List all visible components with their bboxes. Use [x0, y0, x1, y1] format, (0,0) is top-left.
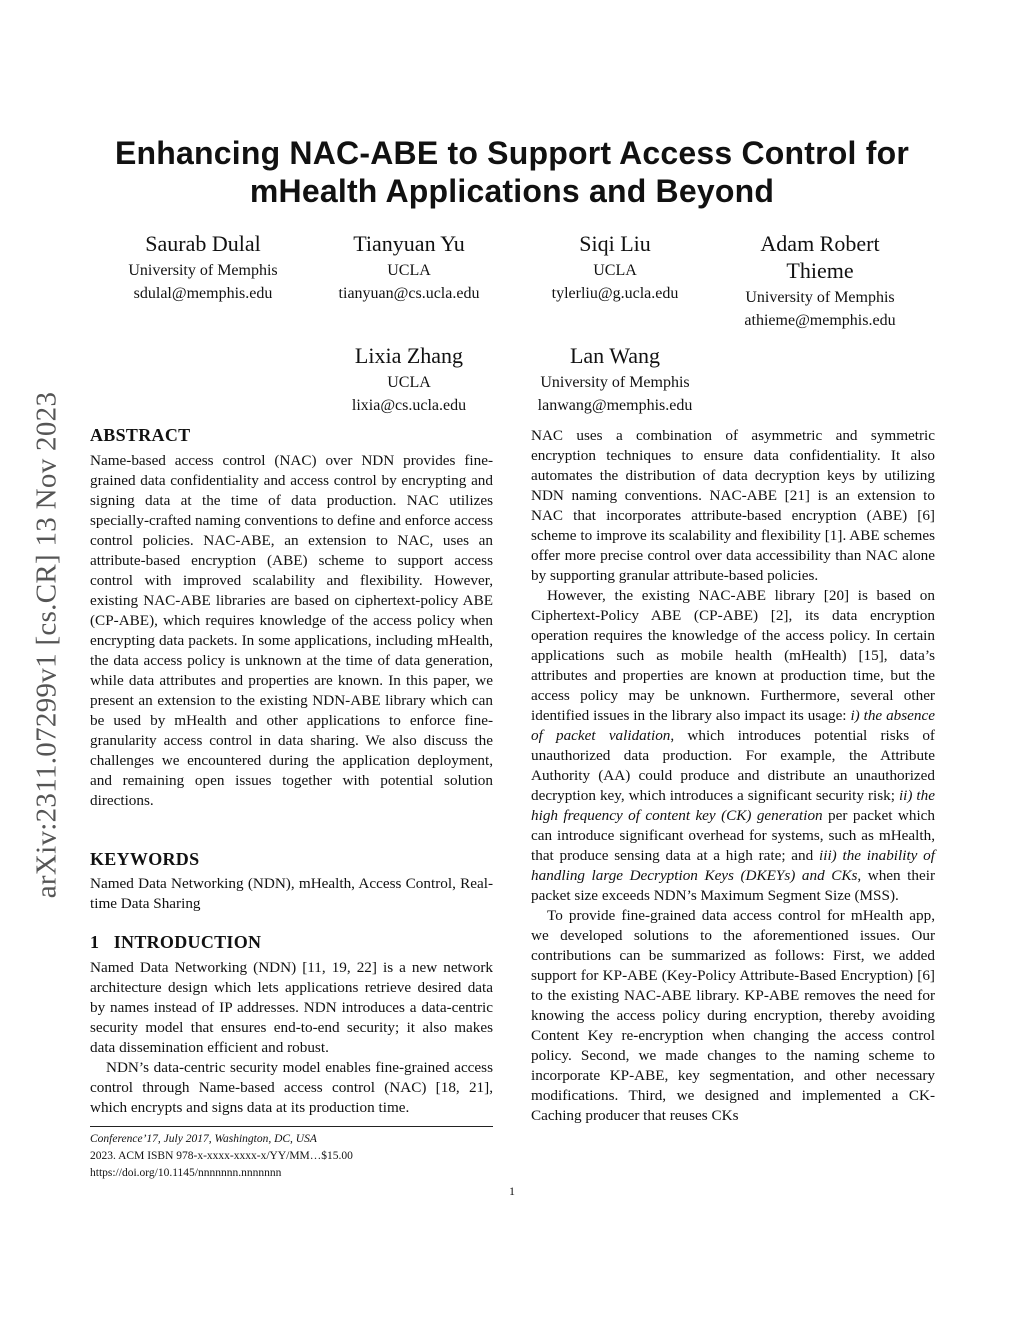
author-block — [309, 342, 509, 417]
footnote-conference: Conference’17, July 2017, Washington, DC, USA — [90, 1133, 317, 1145]
author-name-line-1: Adam Robert — [760, 231, 880, 256]
author-block — [505, 342, 725, 417]
introduction-body — [90, 958, 493, 1118]
text-run: per packet which can introduce significant overhead for systems, such as mHealth, that produce sensing data at a high rate; and — [531, 807, 936, 864]
introduction-heading — [90, 931, 261, 953]
italic-run: ii) the high frequency of content key (CK) generation — [531, 787, 935, 824]
right-paragraph-2 — [531, 586, 935, 906]
arxiv-sidebar — [29, 348, 65, 943]
author-name: Saurab Dulal — [145, 231, 261, 256]
author-name: Lixia Zhang — [354, 343, 464, 368]
author-affiliation: University of Memphis — [128, 262, 278, 279]
footnote-isbn: 2023. ACM ISBN 978-x-xxxx-xxxx-x/YY/MM…$15.00 — [90, 1150, 353, 1162]
page-number: 1 — [509, 1184, 515, 1198]
author-affiliation: University of Memphis — [745, 289, 895, 306]
footnote-rule — [90, 1126, 493, 1127]
author-affiliation: UCLA — [593, 262, 637, 279]
author-block — [309, 230, 509, 305]
right-column — [531, 426, 935, 1126]
author-affiliation: UCLA — [387, 374, 431, 391]
keywords-heading: KEYWORDS — [90, 849, 200, 869]
author-name-line-2: Thieme — [786, 258, 854, 283]
italic-run: i) the absence of packet validation — [531, 707, 935, 744]
author-block — [103, 230, 303, 305]
title-line-2: mHealth Applications and Beyond — [249, 173, 775, 209]
footnote-doi: https://doi.org/10.1145/nnnnnnn.nnnnnnn — [90, 1167, 282, 1179]
italic-run: iii) the inability of handling large Decryption Keys (DKEYs) and CKs — [531, 847, 935, 884]
author-email: lanwang@memphis.edu — [537, 397, 693, 414]
author-affiliation: UCLA — [387, 262, 431, 279]
keywords-body — [90, 874, 493, 914]
author-email: lixia@cs.ucla.edu — [351, 397, 467, 414]
text-run: , when their packet size exceeds NDN’s Maximum Segment Size (MSS). — [531, 867, 935, 904]
title-line-1: Enhancing NAC-ABE to Support Access Control for — [114, 135, 909, 171]
author-name: Siqi Liu — [579, 231, 651, 256]
abstract-body — [90, 451, 493, 811]
intro-paragraph-1: Named Data Networking (NDN) [11, 19, 22] is a new network architecture design which lets applications retrieve desired data by names instead of IP addresses. NDN introduces a data-centric security model that ensures end-to-end security; it also makes data dissemination efficient and robust. — [90, 959, 493, 1056]
paper-title — [60, 134, 964, 210]
abstract-heading: ABSTRACT — [90, 425, 191, 445]
abstract-text: Name-based access control (NAC) over NDN provides fine-grained data confidentiality and access control by encrypting and signing data at the time of data production. NAC utilizes specially-crafted naming conventions to define and enforce access control policies. NAC-ABE, an extension to NAC, uses an attribute-based encryption (ABE) scheme to support access control with improved scalability and flexibility. However, existing NAC-ABE libraries are based on ciphertext-policy ABE (CP-ABE), which requires knowledge of the access policy when encrypting data packets. In some applications, including mHealth, the data access policy is unknown at the time of data generation, while data attributes and properties are known. In this paper, we present an extension to the existing NDN-ABE library which can be used by mHealth and other applications to enforce fine-granularity access control in data sharing. We also discuss the challenges we encountered during the application deployment, and remaining open issues together with potential solution directions. — [90, 452, 493, 809]
author-block — [720, 230, 920, 332]
text-run: However, the existing NAC-ABE library [20] is based on Ciphertext-Policy ABE (CP-ABE) [2], its data encryption operation requires the knowledge of the access policy. In certain applications such as mobile health (mHealth) [15], data’s attributes and properties are known at production time, but the access policy may be unknown. Furthermore, several other identified issues in the library also impact its usage: — [531, 587, 935, 724]
author-name: Tianyuan Yu — [353, 231, 465, 256]
author-email: sdulal@memphis.edu — [133, 285, 273, 302]
author-affiliation: University of Memphis — [540, 374, 690, 391]
text-run: , which introduces potential risks of unauthorized data production. For example, the Attribute Authority (AA) could produce and distribute an unauthorized decryption key, which introduces a significant security risk; — [531, 727, 935, 804]
author-email: tylerliu@g.ucla.edu — [551, 285, 679, 302]
author-name: Lan Wang — [569, 343, 661, 368]
section-number: 1 — [90, 932, 100, 952]
right-paragraph-3: To provide fine-grained data access control for mHealth app, we developed solutions to the aforementioned issues. Our contributions can be summarized as follows: First, we added support for KP-ABE (Key-Policy Attribute-Based Encryption) [6] to the existing NAC-ABE library. KP-ABE removes the need for knowing the access policy during encryption, thereby avoiding Content Key re-encryption when changing the access control policy. Second, we made changes to the naming scheme to incorporate KP-ABE, key segmentation, and other necessary modifications. Third, we designed and implemented a CK-Caching producer that reuses CKs — [531, 907, 935, 1124]
keywords-text: Named Data Networking (NDN), mHealth, Access Control, Real-time Data Sharing — [90, 875, 493, 912]
right-paragraph-1: NAC uses a combination of asymmetric and symmetric encryption techniques to ensure data confidentiality. It also automates the distribution of data decryption keys by utilizing NDN naming conventions. NAC-ABE [21] is an extension to NAC that incorporates attribute-based encryption (ABE) [6] scheme to improve its scalability and flexibility [1]. ABE schemes offer more precise control over data accessibility than NAC alone by supporting granular attribute-based policies. — [531, 427, 935, 584]
arxiv-identifier: arXiv:2311.07299v1 [cs.CR] 13 Nov 2023 — [30, 391, 63, 899]
intro-paragraph-2: NDN’s data-centric security model enables fine-grained access control through Name-based access control (NAC) [18, 21], which encrypts and signs data at its production time. — [90, 1059, 493, 1116]
author-block — [515, 230, 715, 305]
author-email: athieme@memphis.edu — [744, 312, 896, 329]
author-email: tianyuan@cs.ucla.edu — [338, 285, 480, 302]
section-title: INTRODUCTION — [113, 932, 262, 952]
